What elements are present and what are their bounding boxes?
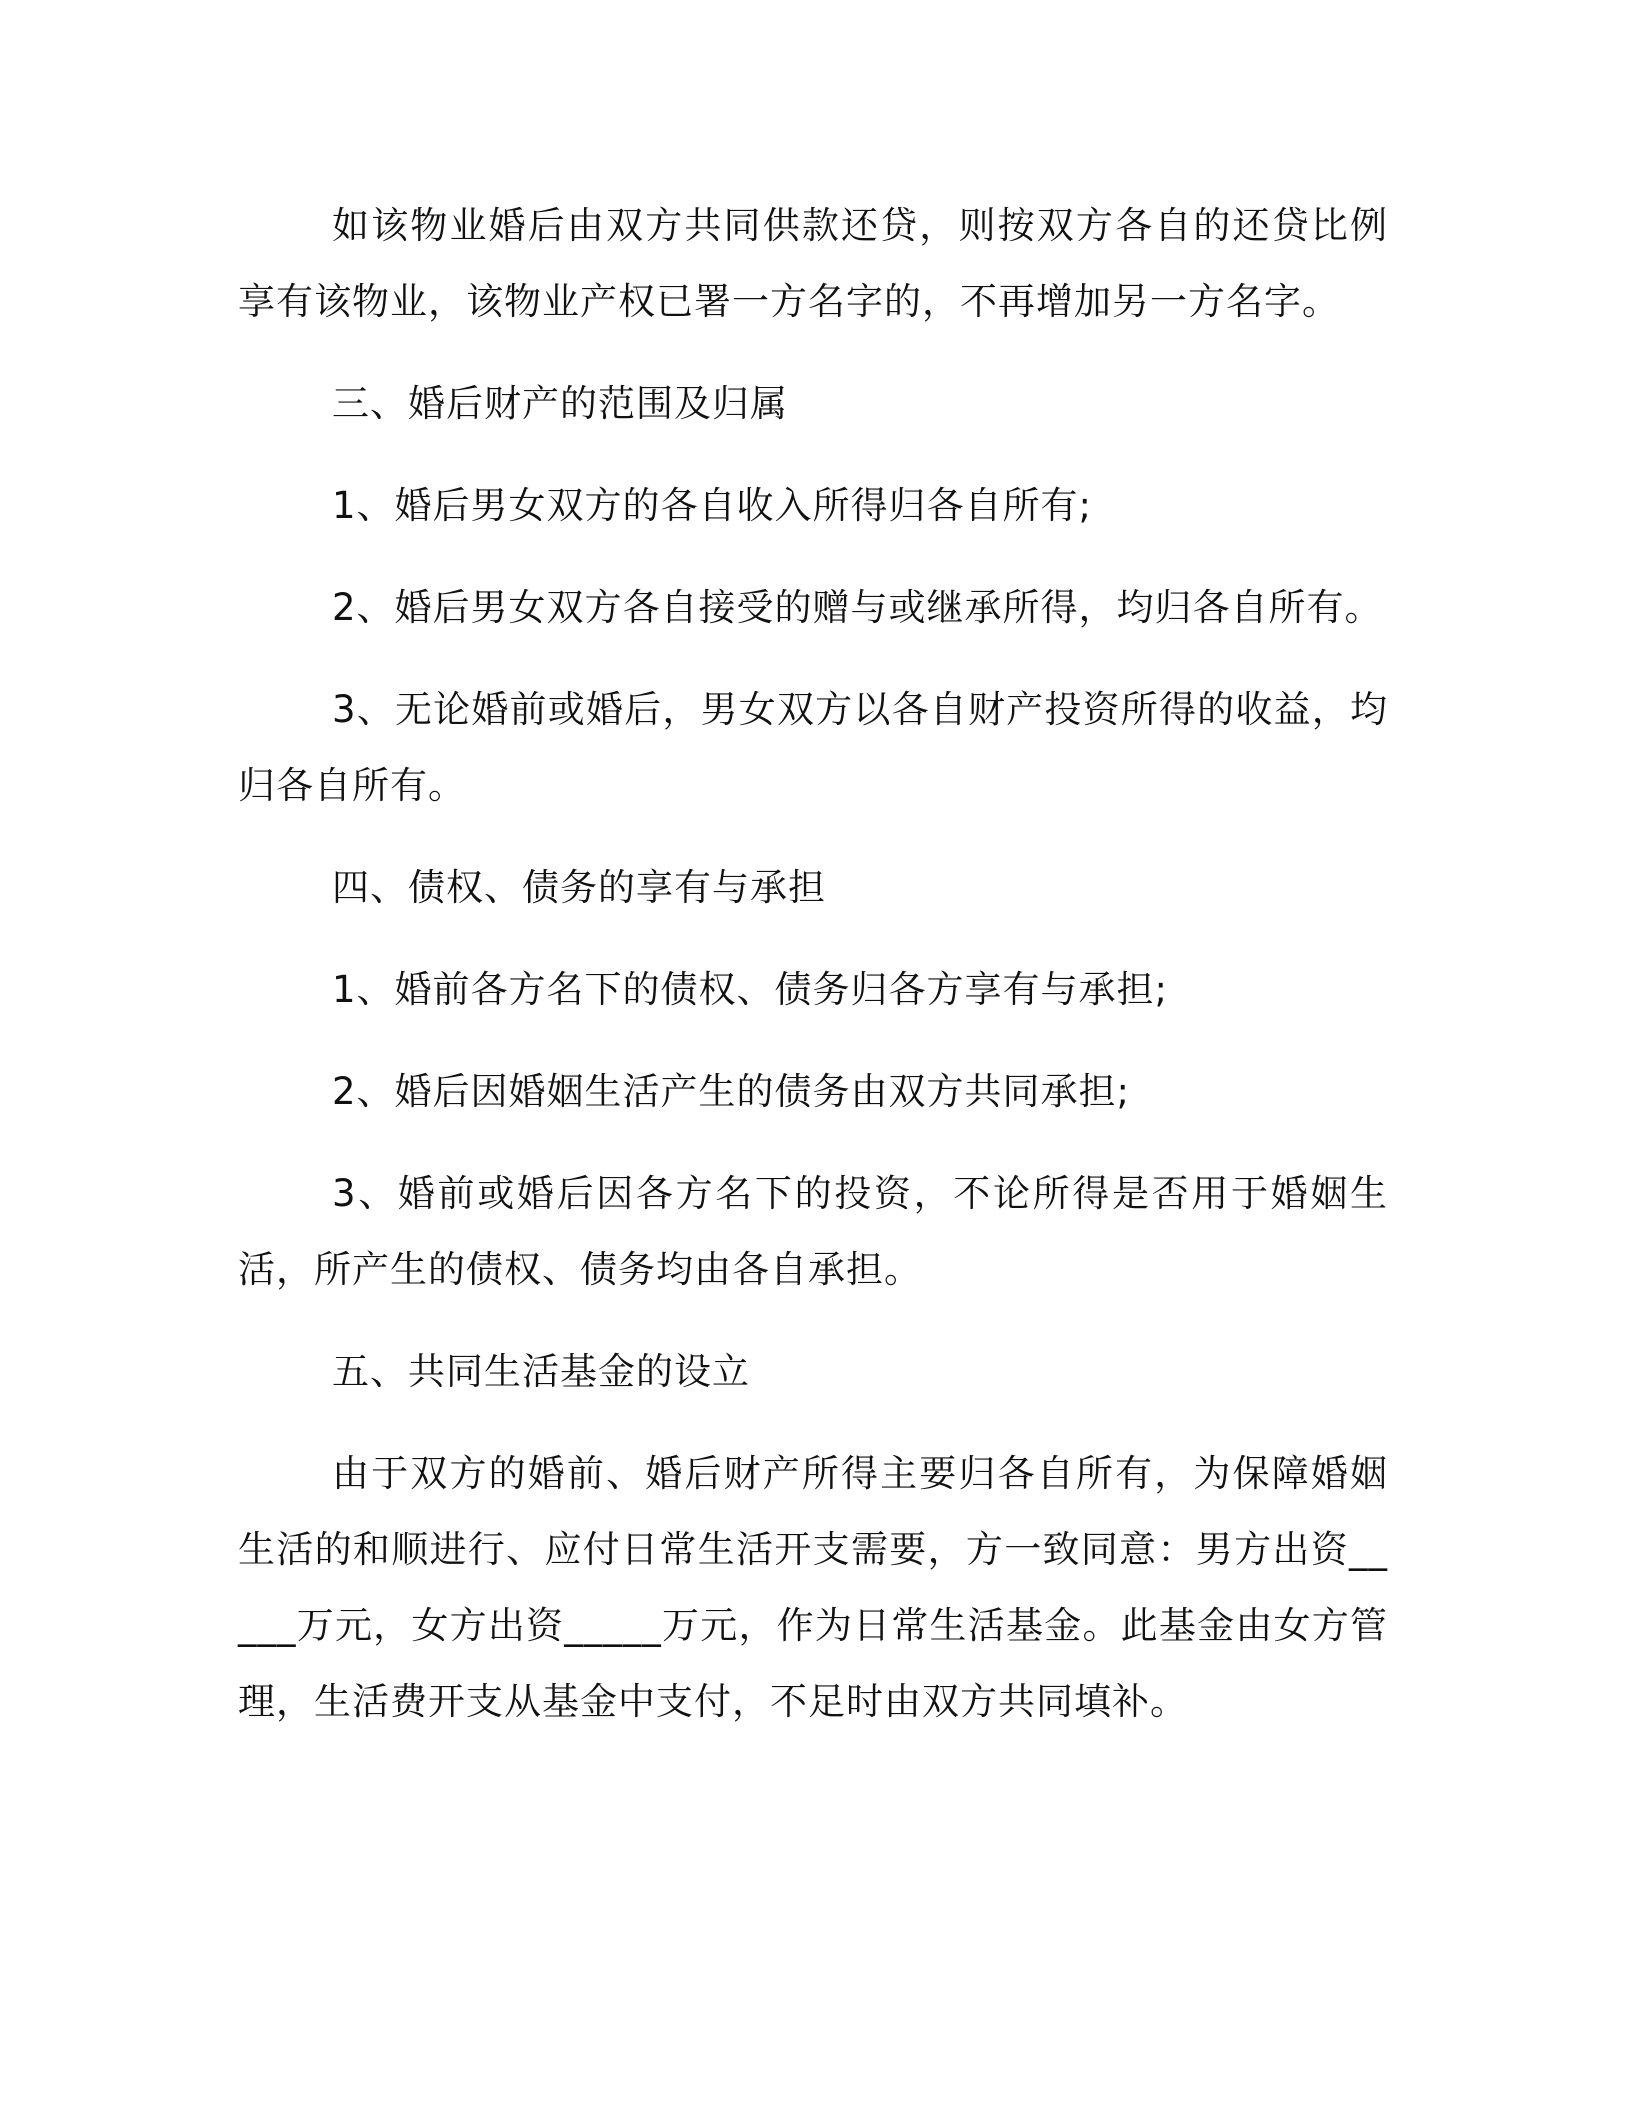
- section-heading-4: 四、债权、债务的享有与承担: [332, 866, 826, 909]
- clause-3-3: 3、无论婚前或婚后，男女双方以各自财产投资所得的收益，均归各自所有。: [238, 688, 1388, 807]
- clause-3-2: 2、婚后男女双方各自接受的赠与或继承所得，均归各自所有。: [332, 586, 1383, 629]
- section-heading-3: 三、婚后财产的范围及归属: [332, 382, 788, 425]
- section-heading-5: 五、共同生活基金的设立: [332, 1350, 750, 1393]
- clause-4-2: 2、婚后因婚姻生活产生的债务由双方共同承担;: [332, 1070, 1131, 1113]
- clause-3-1: 1、婚后男女双方的各自收入所得归各自所有;: [332, 484, 1093, 527]
- clause-4-1: 1、婚前各方名下的债权、债务归各方享有与承担;: [332, 968, 1169, 1011]
- document-body: [238, 188, 1388, 1740]
- paragraph-property-repayment: 如该物业婚后由双方共同供款还贷，则按双方各自的还贷比例享有该物业，该物业产权已署一方名字的，不再增加另一方名字。: [238, 204, 1388, 323]
- clause-4-3: 3、婚前或婚后因各方名下的投资，不论所得是否用于婚姻生活，所产生的债权、债务均由各自承担。: [238, 1172, 1388, 1291]
- paragraph-living-fund: 由于双方的婚前、婚后财产所得主要归各自所有，为保障婚姻生活的和顺进行、应付日常生活开支需要，方一致同意：男方出资_____万元，女方出资_____万元，作为日常生活基金。此基金由女方管理，生活费开支从基金中支付，不足时由双方共同填补。: [238, 1452, 1388, 1723]
